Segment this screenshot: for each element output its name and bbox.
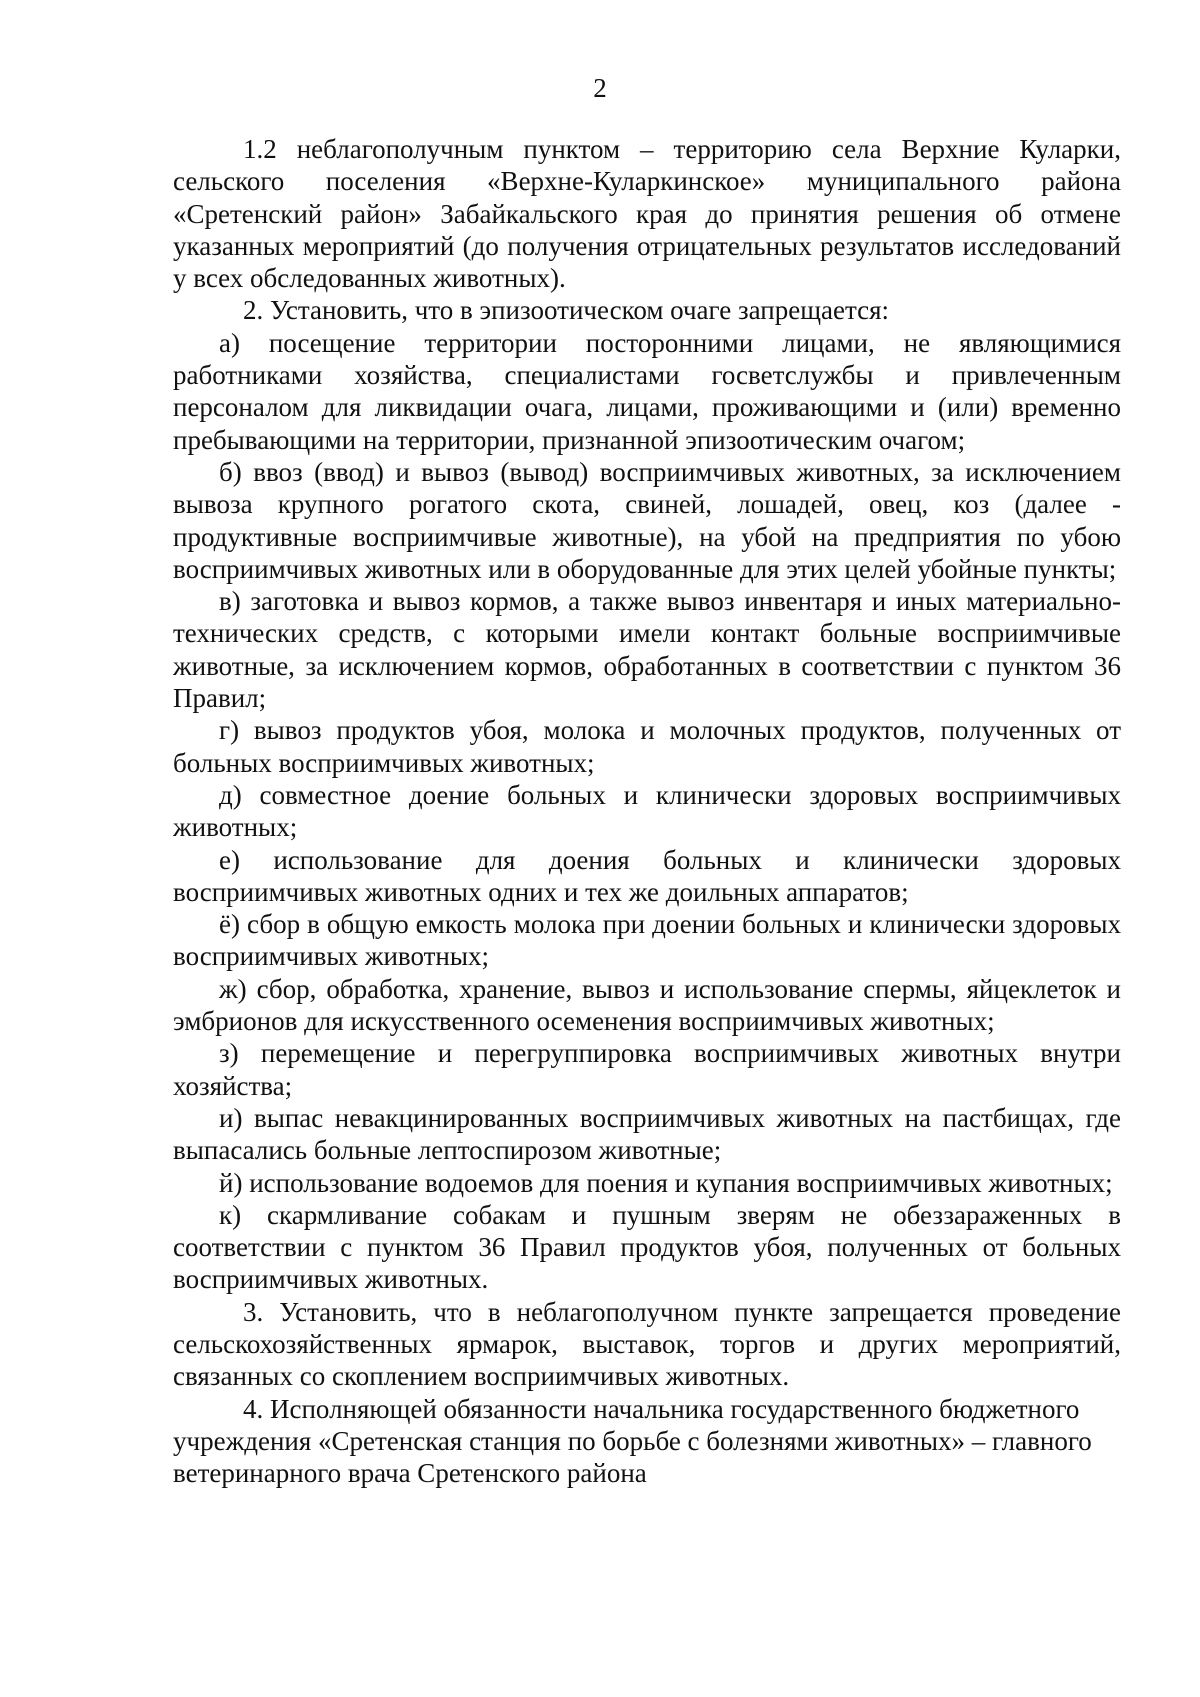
paragraph-2-zh: ж) сбор, обработка, хранение, вывоз и использование спермы, яйцеклеток и эмбрионов для искусственного осеменения восприимчивых животных; xyxy=(173,973,1121,1037)
paragraph-2-k: к) скармливание собакам и пушным зверям не обеззараженных в соответствии с пунктом 36 Правил продуктов убоя, полученных от больных восприимчивых животных. xyxy=(173,1199,1121,1295)
paragraph-2-e: е) использование для доения больных и клинически здоровых восприимчивых животных одних и тех же доильных аппаратов; xyxy=(173,844,1121,907)
paragraph-4: 4. Исполняющей обязанности начальника государственного бюджетного учреждения «Сретенская станция по борьбе с болезнями животных» – главного ветеринарного врача Сретенского района xyxy=(173,1393,1092,1489)
paragraph-2-y: й) использование водоемов для поения и купания восприимчивых животных; xyxy=(219,1167,1113,1198)
document-body xyxy=(173,133,1121,1489)
paragraph-2: 2. Установить, что в эпизоотическом очаге запрещается: xyxy=(243,295,890,326)
paragraph-2-a: а) посещение территории посторонними лицами, не являющимися работниками хозяйства, специалистами госветслужбы и привлеченным персоналом для ликвидации очага, лицами, проживающими и (или) временно пребывающими на территории, признанной эпизоотическим очагом; xyxy=(173,327,1121,455)
page-number: 2 xyxy=(593,73,607,103)
paragraph-2-z: з) перемещение и перегруппировка восприимчивых животных внутри хозяйства; xyxy=(173,1038,1121,1101)
paragraph-3: 3. Установить, что в неблагополучном пункте запрещается проведение сельскохозяйственных ярмарок, выставок, торгов и других мероприятий, связанных со скоплением восприимчивых животных. xyxy=(173,1296,1121,1392)
paragraph-1-2: 1.2 неблагополучным пунктом – территорию села Верхние Куларки, сельского поселения «Верхне-Куларкинское» муниципального района «Сретенский район» Забайкальского края до принятия решения об отмене указанных мероприятий (до получения отрицательных результатов исследований у всех обследованных животных). xyxy=(173,134,1121,294)
paragraph-2-d: д) совместное доение больных и клинически здоровых восприимчивых животных; xyxy=(173,779,1121,843)
paragraph-2-yo: ё) сбор в общую емкость молока при доении больных и клинически здоровых восприимчивых животных; xyxy=(173,909,1121,972)
paragraph-2-v: в) заготовка и вывоз кормов, а также вывоз инвентаря и иных материально-технических средств, с которыми имели контакт больные восприимчивые животные, за исключением кормов, обработанных в соответствии с пунктом 36 Правил; xyxy=(173,586,1121,714)
paragraph-2-g: г) вывоз продуктов убоя, молока и молочных продуктов, полученных от больных восприимчивых животных; xyxy=(173,715,1121,778)
paragraph-2-b: б) ввоз (ввод) и вывоз (вывод) восприимчивых животных, за исключением вывоза крупного рогатого скота, свиней, лошадей, овец, коз (далее - продуктивные восприимчивые животные), на убой на предприятия по убою восприимчивых животных или в оборудованные для этих целей убойные пункты; xyxy=(173,456,1121,584)
paragraph-2-i: и) выпас невакцинированных восприимчивых животных на пастбищах, где выпасались больные лептоспирозом животные; xyxy=(173,1102,1121,1166)
